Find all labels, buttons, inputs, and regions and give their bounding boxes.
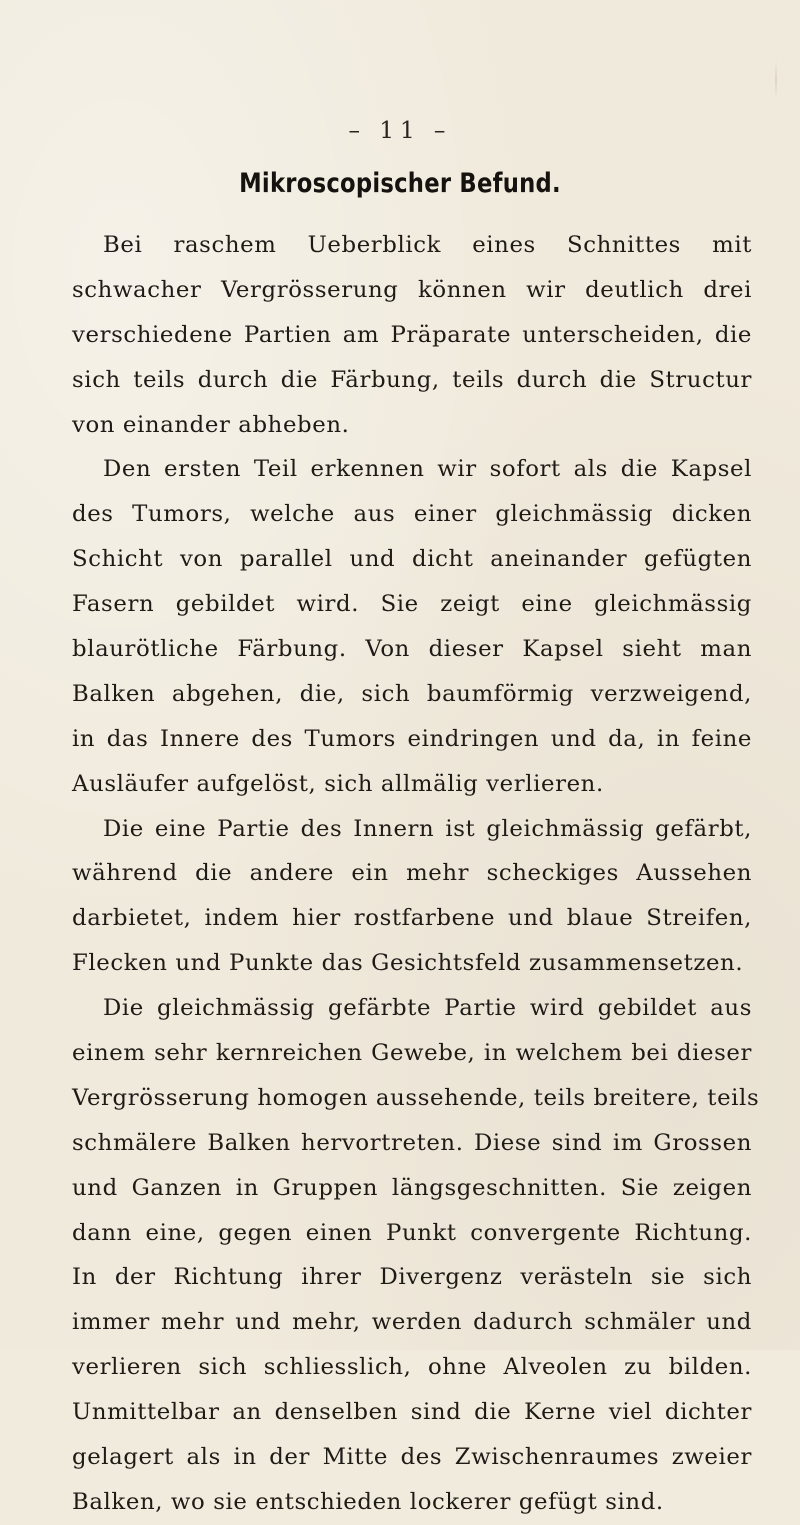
paragraph <box>72 986 760 1525</box>
text-line: einem sehr kernreichen Gewebe, in welchem bei dieser <box>72 1040 752 1067</box>
paper-mark <box>775 60 777 100</box>
text-line: Balken, wo sie entschieden lockerer gefügt sind. <box>72 1488 664 1515</box>
text-line: Den ersten Teil erkennen wir sofort als die Kapsel <box>103 456 752 483</box>
text-line: Unmittelbar an denselben sind die Kerne viel dichter <box>72 1399 752 1426</box>
page-number: – 11 – <box>348 118 452 144</box>
text-line: darbietet, indem hier rostfarbene und blaue Streifen, <box>72 905 752 932</box>
text-line: In der Richtung ihrer Divergenz verästeln sie sich <box>72 1264 752 1291</box>
text-line: Flecken und Punkte das Gesichtsfeld zusammensetzen. <box>72 950 744 977</box>
text-line: immer mehr und mehr, werden dadurch schmäler und <box>72 1309 752 1336</box>
body-text <box>72 223 760 1525</box>
text-line: Die gleichmässig gefärbte Partie wird gebildet aus <box>103 995 752 1022</box>
section-heading: Mikroscopischer Befund. <box>239 168 561 199</box>
text-line: schmälere Balken hervortreten. Diese sind im Grossen <box>72 1129 752 1156</box>
text-line: Fasern gebildet wird. Sie zeigt eine gleichmässig <box>72 591 752 618</box>
paragraph <box>72 807 752 987</box>
text-line: Vergrösserung homogen aussehende, teils breitere, teils <box>72 1084 760 1111</box>
text-line: des Tumors, welche aus einer gleichmässig dicken <box>72 501 752 528</box>
paragraph <box>72 223 752 447</box>
text-line: dann eine, gegen einen Punkt convergente Richtung. <box>72 1219 752 1246</box>
text-line: während die andere ein mehr scheckiges Aussehen <box>72 860 752 887</box>
text-line: von einander abheben. <box>72 411 350 438</box>
text-line: Balken abgehen, die, sich baumförmig verzweigend, <box>72 680 752 707</box>
text-line: und Ganzen in Gruppen längsgeschnitten. Sie zeigen <box>72 1174 752 1201</box>
text-line: blaurötliche Färbung. Von dieser Kapsel sieht man <box>72 636 752 663</box>
text-line: verschiedene Partien am Präparate unterscheiden, die <box>72 321 752 348</box>
text-line: Ausläufer aufgelöst, sich allmälig verlieren. <box>72 770 604 797</box>
text-line: Die eine Partie des Innern ist gleichmässig gefärbt, <box>103 815 752 842</box>
text-line: Bei raschem Ueberblick eines Schnittes mit <box>103 232 752 258</box>
text-line: gelagert als in der Mitte des Zwischenraumes zweier <box>72 1444 752 1471</box>
text-line: Schicht von parallel und dicht aneinander gefügten <box>72 546 752 573</box>
text-line: verlieren sich schliesslich, ohne Alveolen zu bilden. <box>72 1354 752 1381</box>
text-line: in das Innere des Tumors eindringen und da, in feine <box>72 725 752 752</box>
text-line: sich teils durch die Färbung, teils durch die Structur <box>72 366 752 393</box>
text-line: schwacher Vergrösserung können wir deutlich drei <box>72 276 752 303</box>
paragraph <box>72 447 752 806</box>
